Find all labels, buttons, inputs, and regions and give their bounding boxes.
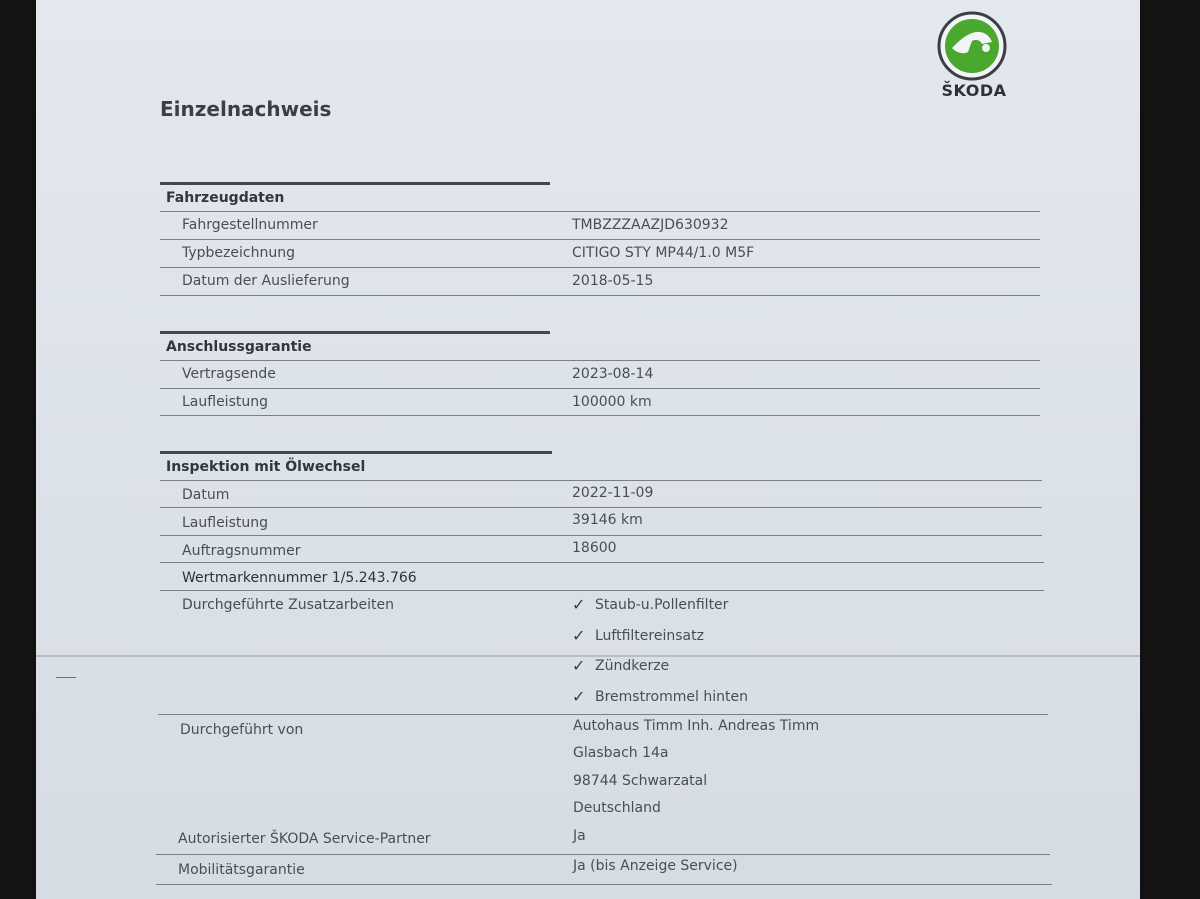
- value-mobilitaetsgarantie: Ja (bis Anzeige Service): [573, 858, 738, 874]
- dealer-name: Autohaus Timm Inh. Andreas Timm: [573, 718, 820, 734]
- label-fahrgestellnummer: Fahrgestellnummer: [182, 217, 318, 233]
- row-divider: [160, 507, 1042, 508]
- label-durchgefuehrt-von: Durchgeführt von: [180, 722, 304, 738]
- row-divider: [160, 295, 1040, 296]
- label-service-partner: Autorisierter ŠKODA Service-Partner: [178, 831, 431, 847]
- dealer-country: Deutschland: [573, 800, 661, 816]
- section-bar-inspektion: [160, 451, 552, 454]
- row-divider: [160, 480, 1042, 481]
- value-laufleistung-garantie: 100000 km: [572, 394, 652, 410]
- paper-fold-line: [36, 655, 1140, 657]
- row-divider: [156, 884, 1052, 885]
- label-datum-auslieferung: Datum der Auslieferung: [182, 273, 350, 289]
- checkmark-icon: ✓: [572, 626, 586, 645]
- label-laufleistung-inspektion: Laufleistung: [182, 515, 268, 531]
- section-heading-anschlussgarantie: Anschlussgarantie: [166, 339, 312, 355]
- label-zusatzarbeiten: Durchgeführte Zusatzarbeiten: [182, 597, 395, 613]
- value-datum-inspektion: 2022-11-09: [572, 485, 654, 501]
- section-heading-fahrzeugdaten: Fahrzeugdaten: [166, 190, 285, 206]
- fold-mark: [56, 677, 76, 678]
- row-divider: [160, 562, 1044, 563]
- checkmark-icon: ✓: [572, 595, 586, 614]
- label-mobilitaetsgarantie: Mobilitätsgarantie: [178, 862, 305, 878]
- checkmark-icon: ✓: [572, 687, 586, 706]
- section-bar-fahrzeugdaten: [160, 182, 550, 185]
- row-divider: [160, 388, 1040, 389]
- wertmarkennummer: Wertmarkennummer 1/5.243.766: [182, 570, 417, 586]
- document-title: Einzelnachweis: [160, 97, 332, 121]
- label-laufleistung-garantie: Laufleistung: [182, 394, 268, 410]
- value-datum-auslieferung: 2018-05-15: [572, 273, 654, 289]
- row-divider: [158, 714, 1048, 715]
- label-vertragsende: Vertragsende: [182, 366, 276, 382]
- label-typbezeichnung: Typbezeichnung: [182, 245, 295, 261]
- row-divider: [160, 211, 1040, 212]
- section-heading-inspektion: Inspektion mit Ölwechsel: [166, 459, 366, 475]
- label-auftragsnummer: Auftragsnummer: [182, 543, 301, 559]
- skoda-logo-icon: [936, 10, 1008, 82]
- zusatz-item: Bremstrommel hinten: [595, 689, 748, 705]
- dealer-city: 98744 Schwarzatal: [573, 773, 708, 789]
- row-divider: [160, 239, 1040, 240]
- dealer-street: Glasbach 14a: [573, 745, 669, 761]
- brand-name: ŠKODA: [941, 81, 1007, 100]
- document-paper: [36, 0, 1140, 899]
- value-typbezeichnung: CITIGO STY MP44/1.0 M5F: [572, 245, 755, 261]
- label-datum-inspektion: Datum: [182, 487, 230, 503]
- row-divider: [160, 415, 1040, 416]
- value-service-partner: Ja: [573, 828, 586, 844]
- row-divider: [160, 267, 1040, 268]
- value-auftragsnummer: 18600: [572, 540, 617, 556]
- value-fahrgestellnummer: TMBZZZAAZJD630932: [572, 217, 729, 233]
- row-divider: [156, 854, 1050, 855]
- zusatz-item: Zündkerze: [595, 658, 670, 674]
- row-divider: [160, 360, 1040, 361]
- checkmark-icon: ✓: [572, 656, 586, 675]
- row-divider: [160, 535, 1042, 536]
- section-bar-anschlussgarantie: [160, 331, 550, 334]
- row-divider: [160, 590, 1044, 591]
- value-laufleistung-inspektion: 39146 km: [572, 512, 643, 528]
- value-vertragsende: 2023-08-14: [572, 366, 654, 382]
- zusatz-item: Staub-u.Pollenfilter: [595, 597, 729, 613]
- zusatz-item: Luftfiltereinsatz: [595, 628, 704, 644]
